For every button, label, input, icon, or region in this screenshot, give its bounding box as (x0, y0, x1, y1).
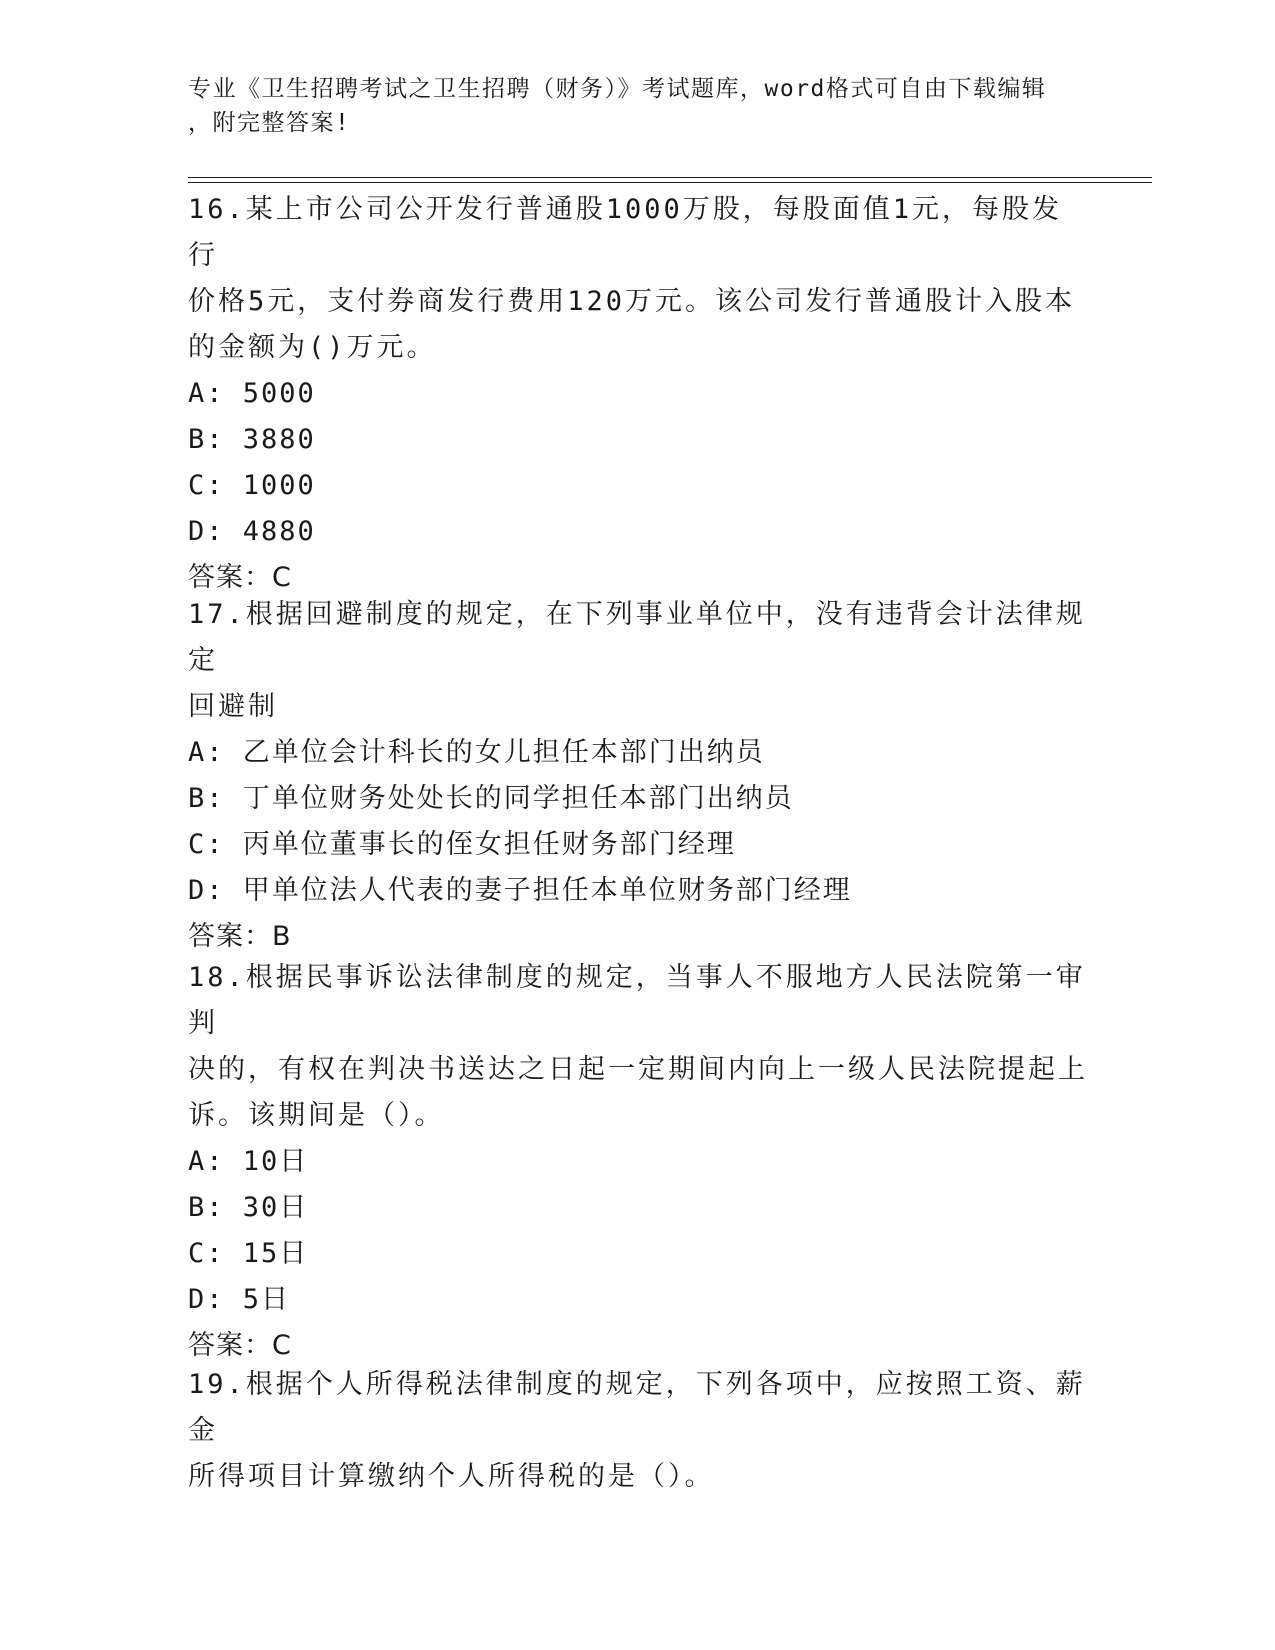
option-d (188, 1277, 1088, 1323)
question-stem-line: 决的，有权在判决书送达之日起一定期间内向上一级人民法院提起上 (188, 1054, 1088, 1085)
question-stem-line: 18.根据民事诉讼法律制度的规定，当事人不服地方人民法院第一审判 (188, 962, 1086, 1039)
option-text: 丙单位董事长的侄女担任财务部门经理 (242, 829, 736, 860)
question-19 (188, 1362, 1088, 1500)
header-divider-top (188, 177, 1152, 178)
option-label: D: (188, 875, 225, 906)
option-label: B: (188, 783, 225, 814)
option-label: C: (188, 470, 225, 501)
option-text: 甲单位法人代表的妻子担任本单位财务部门经理 (242, 875, 852, 906)
question-17 (188, 592, 1088, 960)
option-label: A: (188, 378, 225, 409)
option-text: 5000 (242, 378, 316, 409)
option-c (188, 463, 1088, 509)
option-b (188, 776, 1088, 822)
option-d (188, 509, 1088, 555)
option-a (188, 730, 1088, 776)
option-b (188, 417, 1088, 463)
option-a (188, 1139, 1088, 1185)
option-label: B: (188, 424, 225, 455)
question-stem-line: 19.根据个人所得税法律制度的规定，下列各项中，应按照工资、薪金 (188, 1369, 1086, 1446)
option-c (188, 822, 1088, 868)
header-line-2: ，附完整答案! (188, 110, 351, 136)
option-label: C: (188, 829, 225, 860)
question-18 (188, 955, 1088, 1369)
option-a (188, 371, 1088, 417)
option-text: 丁单位财务处处长的同学担任本部门出纳员 (242, 783, 794, 814)
document-header (188, 72, 1068, 140)
answer-line: 答案：C (188, 1330, 292, 1361)
question-stem-line: 诉。该期间是（）。 (188, 1100, 445, 1131)
option-c (188, 1231, 1088, 1277)
option-text: 30日 (242, 1192, 309, 1223)
option-d (188, 868, 1088, 914)
question-stem-line: 的金额为()万元。 (188, 332, 437, 363)
option-text: 4880 (242, 516, 316, 547)
option-text: 3880 (242, 424, 316, 455)
option-label: C: (188, 1238, 225, 1269)
option-label: D: (188, 1284, 225, 1315)
option-label: A: (188, 1146, 225, 1177)
option-text: 乙单位会计科长的女儿担任本部门出纳员 (242, 737, 765, 768)
answer-line: 答案：C (188, 562, 292, 593)
option-b (188, 1185, 1088, 1231)
question-stem-line: 回避制 (188, 691, 278, 722)
question-stem-line: 所得项目计算缴纳个人所得税的是（）。 (188, 1461, 715, 1492)
question-stem-line: 17.根据回避制度的规定，在下列事业单位中，没有违背会计法律规定 (188, 599, 1086, 676)
answer-line: 答案：B (188, 921, 292, 952)
option-text: 10日 (242, 1146, 309, 1177)
header-line-1: 专业《卫生招聘考试之卫生招聘（财务）》考试题库，word格式可自由下载编辑 (188, 76, 1047, 102)
option-label: B: (188, 1192, 225, 1223)
option-label: D: (188, 516, 225, 547)
question-stem-line: 价格5元，支付券商发行费用120万元。该公司发行普通股计入股本 (188, 286, 1076, 317)
option-text: 15日 (242, 1238, 309, 1269)
question-16 (188, 187, 1088, 601)
option-text: 1000 (242, 470, 316, 501)
question-stem-line: 16.某上市公司公开发行普通股1000万股，每股面值1元，每股发行 (188, 194, 1063, 271)
option-label: A: (188, 737, 225, 768)
option-text: 5日 (242, 1284, 291, 1315)
header-divider-bottom (188, 182, 1152, 183)
